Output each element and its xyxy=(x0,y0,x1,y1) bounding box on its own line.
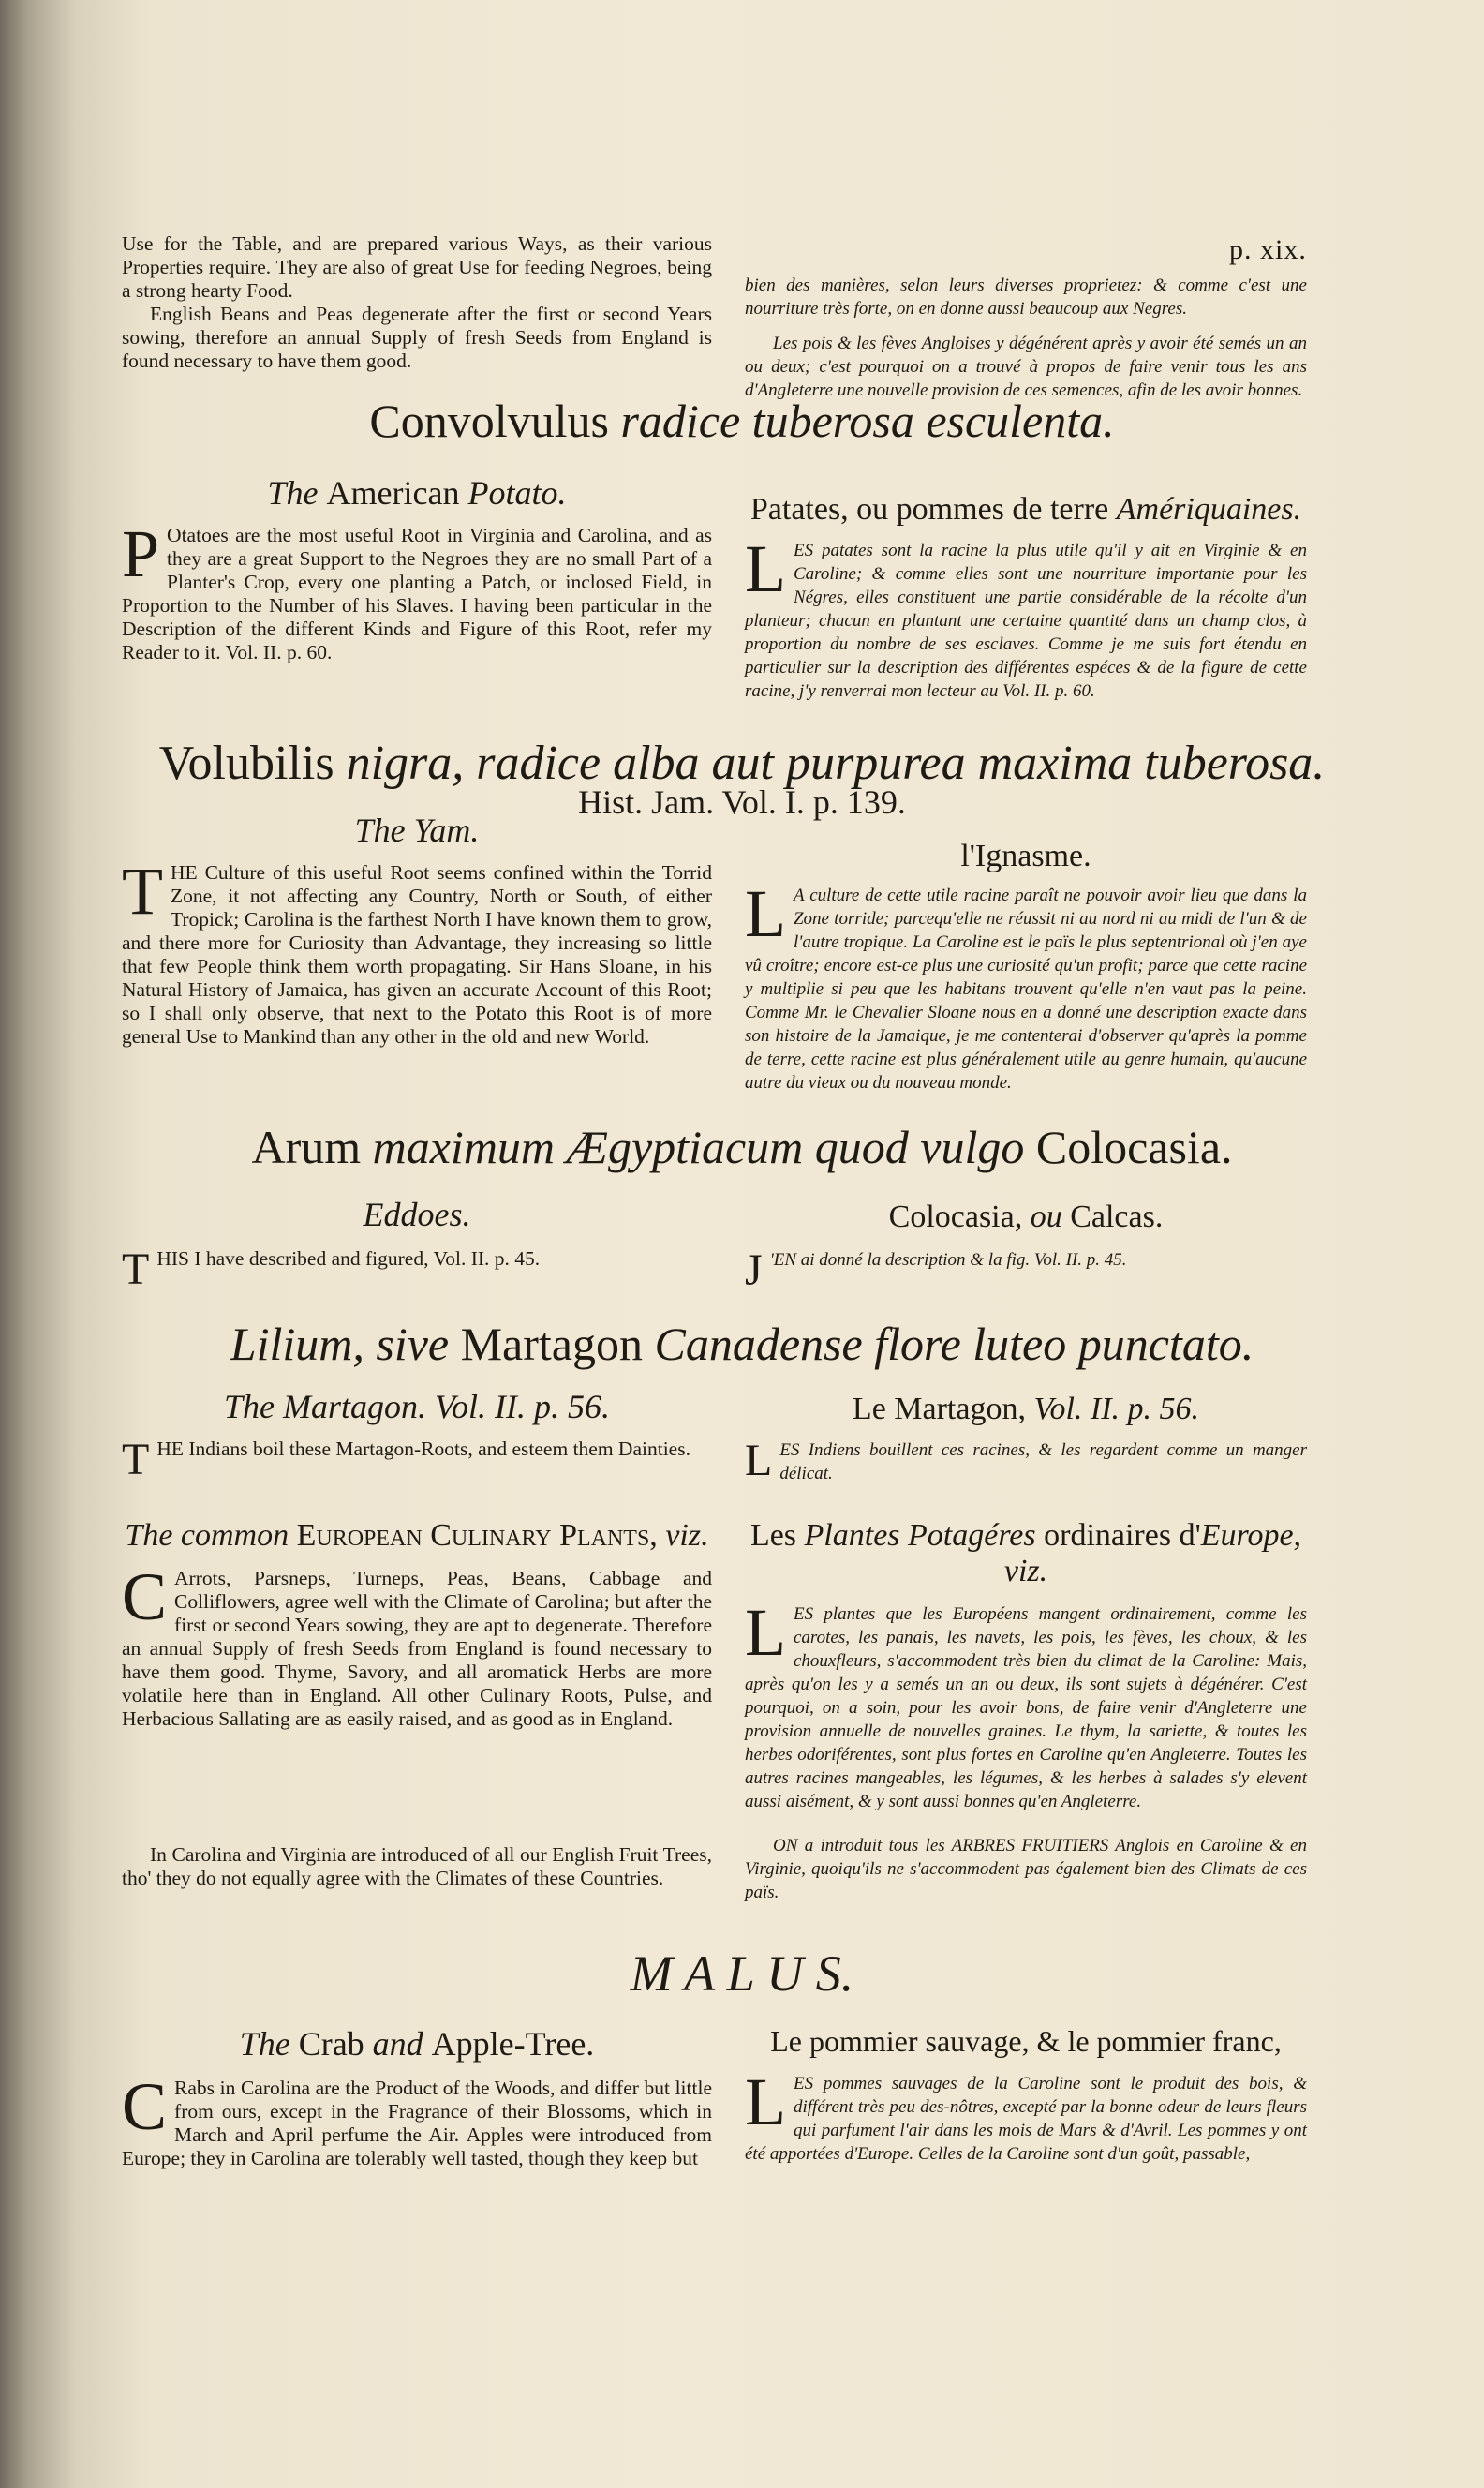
drop-cap: T xyxy=(122,1244,150,1294)
martagon-english-title: The Martagon. Vol. II. p. 56. xyxy=(224,1388,610,1425)
volubilis-reference: Hist. Jam. Vol. I. p. 139. xyxy=(578,783,906,821)
apple-english-text: C Rabs in Carolina are the Product of the Woods, and differ but little from ours, except in the Fragrance of their Blossoms, which in March and April perfume the Air. Apples were introduced from Europe; they in Carolina are tolerably well tasted, though they keep but xyxy=(122,2069,712,2169)
eddoes-french-section xyxy=(745,1199,1307,1295)
drop-cap: P xyxy=(122,516,160,591)
drop-cap: T xyxy=(122,854,163,929)
yam-french-section xyxy=(745,839,1307,1095)
volubilis-heading: Volubilis nigra, radice alba aut purpurea maxima tuberosa. xyxy=(158,737,1326,790)
lilium-heading: Lilium, sive Martagon Canadense flore luteo punctato. xyxy=(230,1318,1254,1370)
culinary-english-section xyxy=(122,1518,712,1890)
top-english-paragraph-2: English Beans and Peas degenerate after the first or second Years sowing, therefore an annual Supply of fresh Seeds from England is found necessary to have them good. xyxy=(122,303,712,372)
eddoes-french-text: J 'EN ai donné la description & la fig. Vol. II. p. 45. xyxy=(745,1245,1127,1295)
top-french-column xyxy=(745,274,1307,402)
top-english-column xyxy=(122,232,712,373)
convolvulus-heading-italic: radice tuberosa esculenta. xyxy=(620,395,1115,447)
drop-cap: C xyxy=(122,1559,168,1634)
convolvulus-heading xyxy=(0,394,1484,448)
top-french-paragraph-1: bien des manières, selon leurs diverses proprietez: & comme c'est une nourriture très forte, on en donne aussi beaucoup aux Negres. xyxy=(745,276,1307,319)
eddoes-english-title: Eddoes. xyxy=(363,1196,471,1233)
potato-english-text: P Otatoes are the most useful Root in Virginia and Carolina, and as they are a great Support to the Negroes they are no small Part of a Planter's Crop, every one planting a Patch, or inclosed Field, in Proportion to the Number of his Slaves. I having been particular in the Description of the different Kinds and Figure of this Root, refer my Reader to it. Vol. II. p. 60. xyxy=(122,516,712,663)
top-english-paragraph-1: Use for the Table, and are prepared various Ways, as their various Properties require. They are also of great Use for feeding Negroes, being a strong hearty Food. xyxy=(122,232,712,302)
eddoes-french-title: Colocasia, ou Calcas. xyxy=(888,1199,1164,1234)
yam-english-title: The Yam. xyxy=(354,812,480,849)
convolvulus-heading-roman: Convolvulus xyxy=(369,395,621,447)
potato-french-title: Patates, ou pommes de terre Amériquaines. xyxy=(749,492,1302,527)
apple-french-text: LES pommes sauvages de la Caroline sont le produit des bois, & différent très peu des-nôtres, excepté par la bonne odeur de leurs fleurs qui parfument l'air dans les mois de Mars & d'Avril. Les pommes y ont été apportées d'Europe. Celles de la Caroline sont d'un goût, passable, xyxy=(745,2064,1307,2164)
page-number: p. xix. xyxy=(1229,234,1307,265)
top-french-paragraph-2: Les pois & les fèves Angloises y dégénérent après y avoir été semés un an ou deux; c'est pourquoi on a trouvé à propos de faire venir tous les ans d'Angleterre une nouvelle provision de ces semences, afin de les avoir bonnes. xyxy=(745,334,1307,400)
fruit-trees-french-text: ON a introduit tous les ARBRES FRUITIERS Anglois en Caroline & en Virginie, quoiqu'ils ne s'accommodent pas également bien des Climats de ces païs. xyxy=(745,1836,1307,1902)
martagon-english-text: THE Indians boil these Martagon-Roots, and esteem them Dainties. xyxy=(122,1435,690,1484)
potato-french-text: LES patates sont la racine la plus utile qu'il y ait en Virginie & en Caroline; & comme elles sont une nourriture importante pour les Négres, elles constituent une partie considérable de la récolte d'un planteur; chacun en plantant une certaine quantité dans un champ clos, à proportion du nombre de ses esclaves. Comme je me suis fort étendu en particulier sur la description des différentes espéces & de la figure de cette racine, j'y renverrai mon lecteur au Vol. II. p. 60. xyxy=(745,531,1307,701)
drop-cap: L xyxy=(745,1595,786,1670)
potato-english-title: The American Potato. xyxy=(267,474,567,512)
yam-english-text: THE Culture of this useful Root seems confined within the Torrid Zone, it not affecting any Country, North or South, of either Tropick; Carolina is the farthest North I have known them to grow, and there more for Curiosity than Advantage, they increasing so little that few People think them worth propagating. Sir Hans Sloane, in his Natural History of Jamaica, has given an accurate Account of this Root; so I shall only observe, that next to the Potato this Root is of more general Use to Mankind than any other in the old and new World. xyxy=(122,854,712,1048)
martagon-french-text: LES Indiens bouillent ces racines, & les regardent comme un manger délicat. xyxy=(745,1436,1307,1485)
martagon-french-title: Le Martagon, Vol. II. p. 56. xyxy=(852,1392,1200,1426)
martagon-french-section xyxy=(745,1392,1307,1485)
drop-cap: L xyxy=(745,2064,786,2139)
fruit-trees-english-text: In Carolina and Virginia are introduced of all our English Fruit Trees, tho' they do not equally agree with the Climates of these Countries. xyxy=(122,1843,712,1889)
culinary-french-section xyxy=(745,1518,1307,1904)
drop-cap: J xyxy=(745,1245,763,1295)
drop-cap: C xyxy=(122,2069,168,2144)
yam-english-section xyxy=(122,811,712,1049)
drop-cap: L xyxy=(745,531,786,606)
yam-french-title: l'Ignasme. xyxy=(960,839,1091,873)
apple-french-section xyxy=(745,2024,1307,2166)
yam-french-text: L A culture de cette utile racine paraît ne pouvoir avoir lieu que dans la Zone torride; parcequ'elle ne réussit ni au nord ni au midi de l'un & de l'autre tropique. La Caroline est le païs le plus septentrional où j'en aye vû croître; encore est-ce plus une curiosité qu'un profit; parce que cette racine y multiplie si peu que les habitans trouvent qu'elle n'en vaut pas la peine. Comme Mr. le Chevalier Sloane nous en a donné une description exacte dans son histoire de la Jamaique, je me contenterai d'observer qu'après la pomme de terre, cette racine est plus généralement utile au genre humain, qu'aucune autre du vieux ou du nouveau monde. xyxy=(745,876,1307,1093)
malus-heading: M A L U S. xyxy=(630,1945,854,2002)
drop-cap: L xyxy=(745,1436,773,1485)
apple-french-title: Le pommier sauvage, & le pommier franc, xyxy=(770,2024,1282,2058)
potato-english-section xyxy=(122,473,712,664)
eddoes-english-section xyxy=(122,1195,712,1294)
apple-english-section xyxy=(122,2024,712,2170)
drop-cap: L xyxy=(745,876,786,951)
drop-cap: T xyxy=(122,1435,150,1484)
martagon-english-section xyxy=(122,1387,712,1484)
eddoes-english-text: THIS I have described and figured, Vol. II. p. 45. xyxy=(122,1244,541,1294)
culinary-french-text: LES plantes que les Européens mangent ordinairement, comme les carotes, les panais, les navets, les pois, les fèves, les choux, & les chouxfleurs, s'accommodent très bien du climat de la Caroline: Mais, après qu'on les y a semés un an ou deux, ils sont sujets à dégénérer. C'est pourquoi, on a soin, pour les avoir bons, de faire venir d'Angleterre une provision annuelle de nouvelles graines. Le thym, la sariette, & toutes les herbes odoriférentes, sont plus fortes en Caroline qu'en Angleterre. Toutes les autres racines mangeables, les légumes, & les herbes à salades s'y elevent aussi aisément, & y sont aussi bonnes qu'en Angleterre. xyxy=(745,1595,1307,1811)
culinary-english-title: The common European Culinary Plants, viz. xyxy=(125,1518,709,1553)
culinary-french-title: Les Plantes Potagéres ordinaires d'Europe, viz. xyxy=(749,1518,1302,1588)
arum-heading: Arum maximum Ægyptiacum quod vulgo Colocasia. xyxy=(251,1121,1233,1173)
culinary-english-text: C Arrots, Parsneps, Turneps, Peas, Beans, Cabbage and Colliflowers, agree well with the Climate of Carolina; but after the first or second Years sowing, they are apt to degenerate. Therefore an annual Supply of fresh Seeds from England is found necessary to have them good. Thyme, Savory, and all aromatick Herbs are more volatile here than in England. All other Culinary Roots, Pulse, and Herbacious Sallating are as easily raised, and as good as in England. xyxy=(122,1559,712,1730)
apple-english-title: The Crab and Apple-Tree. xyxy=(239,2025,595,2063)
potato-french-section xyxy=(745,492,1307,703)
